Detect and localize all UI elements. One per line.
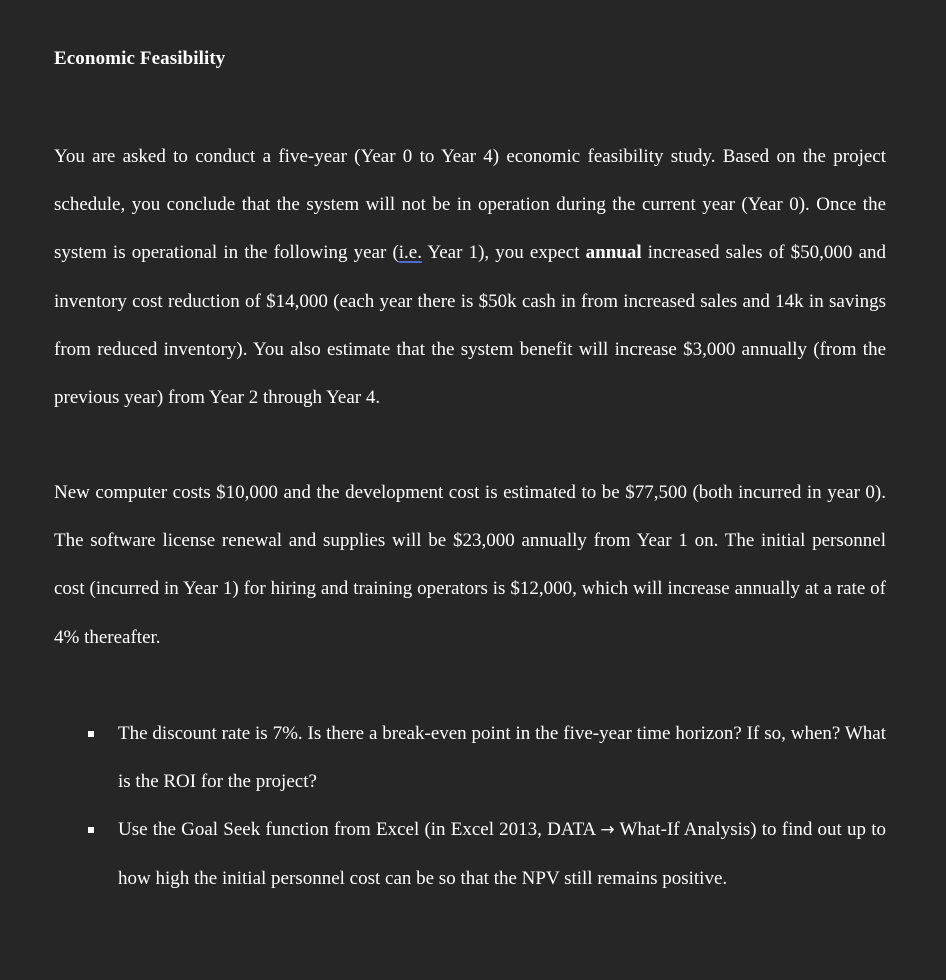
question-text-goal-seek-2: What-If Analysis) to find out up to how high the initial personnel cost can be so that the NPV still remains positive. [118, 819, 886, 889]
paragraph-scenario-text-1: You are asked to conduct a five-year (Year 0 to Year 4) economic feasibility study. Based on the project schedule, you conclude that the system will not be in operation during the current year (Year 0). Once the system is operational in the following year ( [54, 146, 886, 264]
paragraph-scenario-text-3: increased sales of $50,000 and inventory cost reduction of $14,000 (each year there is $50k cash in from increased sales and 14k in savings from reduced inventory). You also estimate that the system benefit will increase $3,000 annually (from the previous year) from Year 2 through Year 4. [54, 242, 887, 409]
paragraph-costs: New computer costs $10,000 and the development cost is estimated to be $77,500 (both incurred in year 0). The software license renewal and supplies will be $23,000 annually from Year 1 on. The initial personnel cost (incurred in Year 1) for hiring and training operators is $12,000, which will increase annually at a rate of 4% thereafter. [54, 482, 886, 648]
question-text-discount: The discount rate is 7%. Is there a break-even point in the five-year time horizon? If so, when? What is the ROI for the project? [118, 723, 886, 793]
ie-abbreviation: i.e. [398, 242, 422, 264]
paragraph-scenario [54, 133, 886, 422]
document-title: Economic Feasibility [54, 48, 226, 69]
square-bullet-icon [88, 827, 94, 833]
question-item-goal-seek [54, 806, 886, 902]
paragraph-scenario-text-2: Year 1), you expect [422, 242, 586, 264]
right-arrow-icon: → [600, 820, 615, 841]
square-bullet-icon [88, 731, 94, 737]
question-item-discount [54, 710, 886, 806]
question-text-goal-seek-1: Use the Goal Seek function from Excel (in Excel 2013, DATA [118, 819, 601, 841]
bold-annual: annual [585, 242, 642, 264]
question-list [54, 710, 886, 903]
